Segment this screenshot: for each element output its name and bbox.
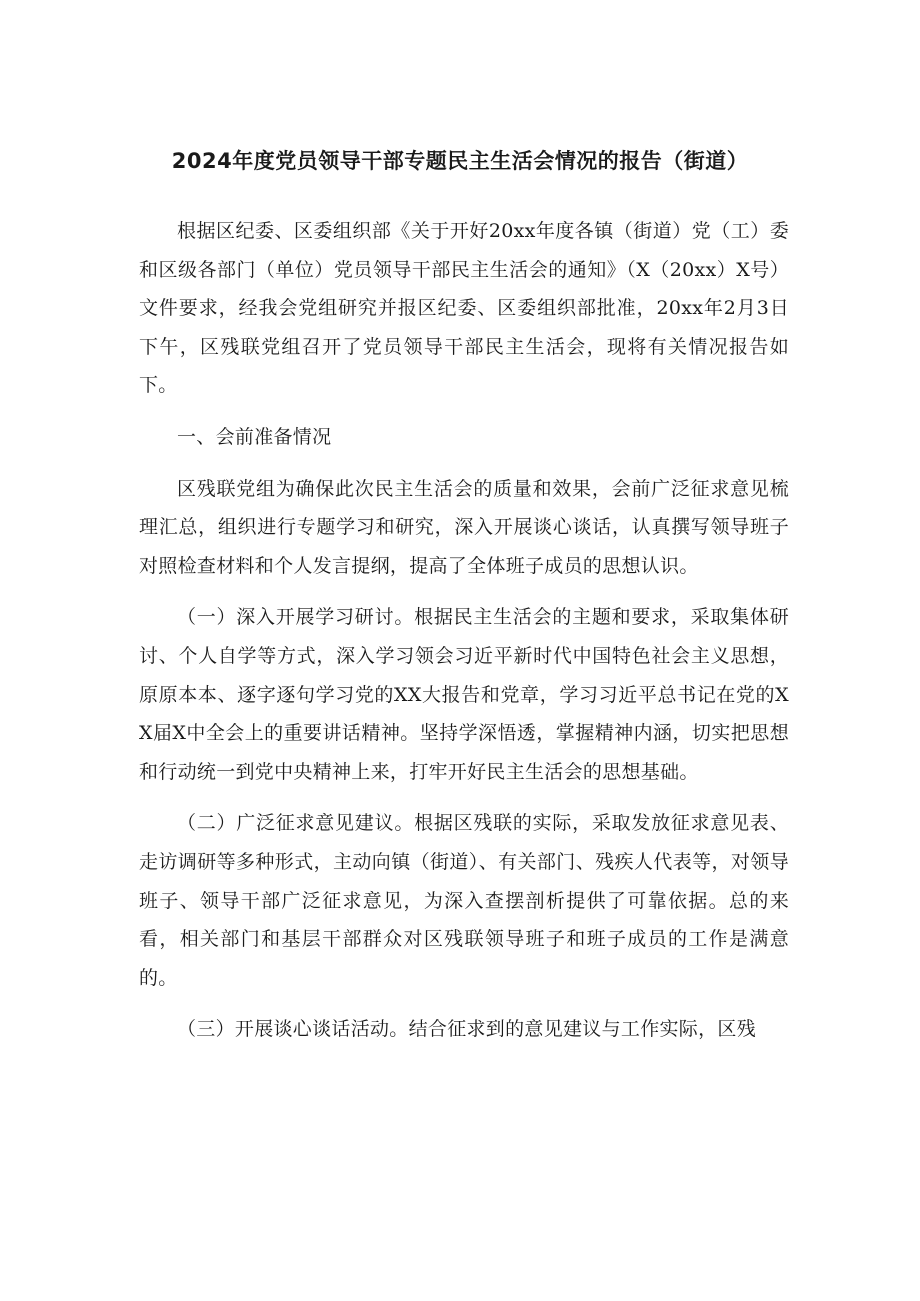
paragraph-study-discussion: （一）深入开展学习研讨。根据民主生活会的主题和要求，采取集体研讨、个人自学等方式，深入学习领会习近平新时代中国特色社会主义思想，原原本本、逐字逐句学习党的XX大报告和党章，学习习近平总书记在党的XX届X中全会上的重要讲话精神。坚持学深悟透，掌握精神内涵，切实把思想和行动统一到党中央精神上来，打牢开好民主生活会的思想基础。 (139, 606, 789, 783)
document-title: 2024年度党员领导干部专题民主生活会情况的报告（街道） (171, 149, 749, 173)
paragraph-solicit-opinions: （二）广泛征求意见建议。根据区残联的实际，采取发放征求意见表、走访调研等多种形式，主动向镇（街道）、有关部门、残疾人代表等，对领导班子、领导干部广泛征求意见，为深入查摆剖析提供了可靠依据。总的来看，相关部门和基层干部群众对区残联领导班子和班子成员的工作是满意的。 (139, 812, 789, 989)
paragraph-preparation-summary: 区残联党组为确保此次民主生活会的质量和效果，会前广泛征求意见梳理汇总，组织进行专题学习和研究，深入开展谈心谈话，认真撰写领导班子对照检查材料和个人发言提纲，提高了全体班子成员的思想认识。 (139, 477, 789, 577)
section-heading-preparation: 一、会前准备情况 (177, 425, 332, 448)
paragraph-heart-to-heart-talks: （三）开展谈心谈话活动。结合征求到的意见建议与工作实际，区残 (177, 1018, 757, 1041)
paragraph-intro: 根据区纪委、区委组织部《关于开好20xx年度各镇（街道）党（工）委和区级各部门（单位）党员领导干部民主生活会的通知》（X（20xx）X号）文件要求，经我会党组研究并报区纪委、区委组织部批准，20xx年2月3日下午，区残联党组召开了党员领导干部民主生活会，现将有关情况报告如下。 (139, 220, 789, 397)
document-body (139, 212, 789, 1062)
